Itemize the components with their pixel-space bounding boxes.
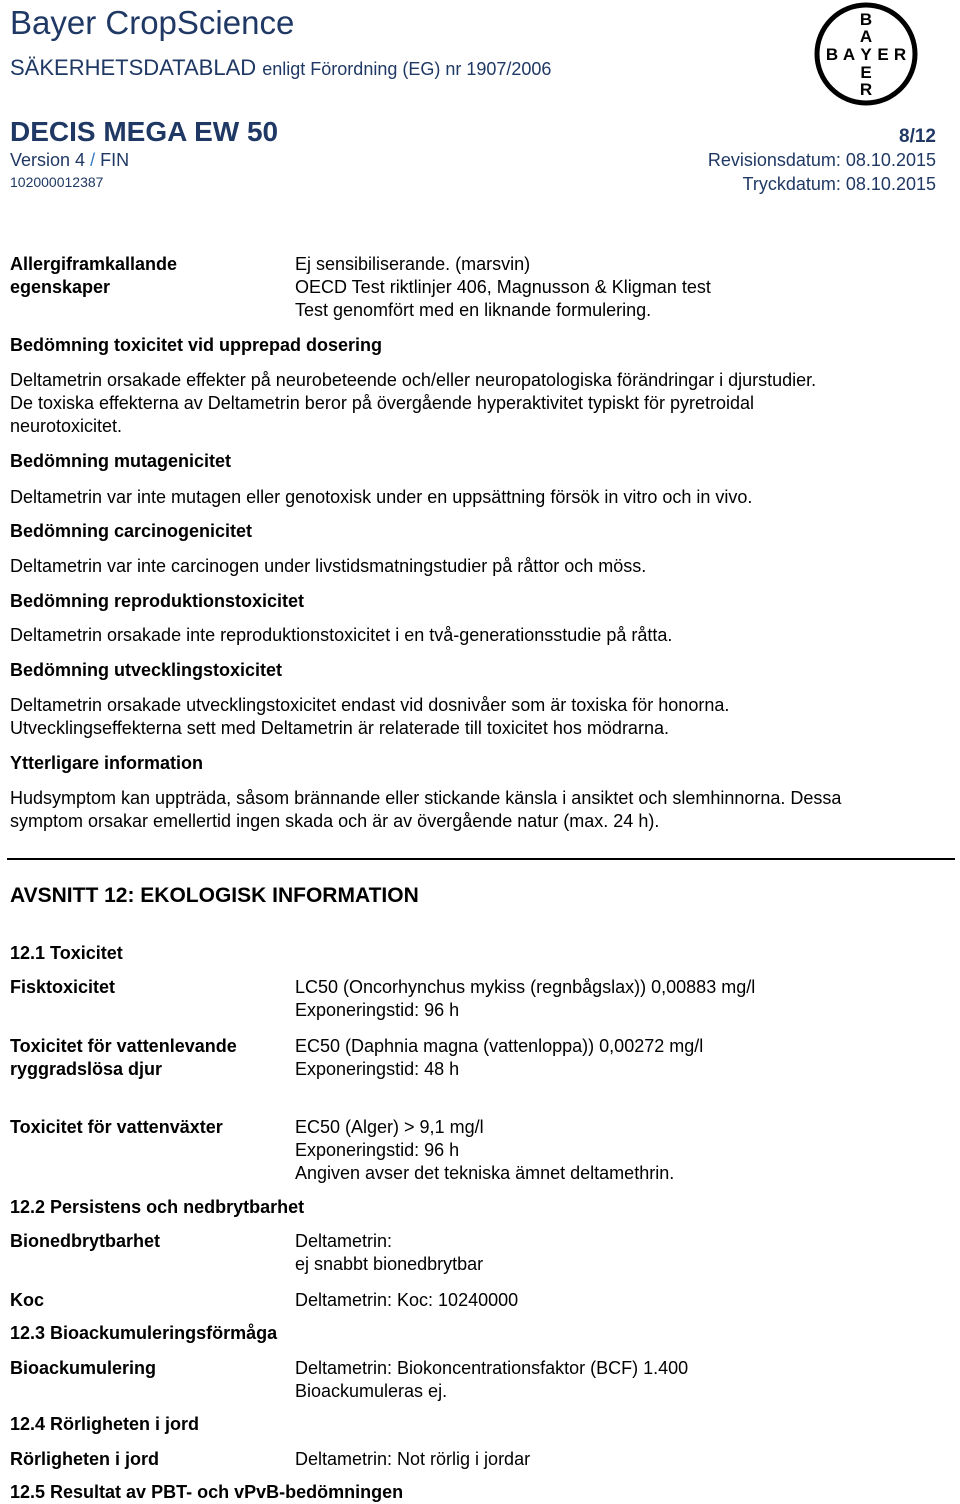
invertebrate-toxicity-line: EC50 (Daphnia magna (vattenloppa)) 0,00272 mg/l xyxy=(295,1036,704,1056)
plants-note-line: Angiven avser det tekniska ämnet deltamethrin. xyxy=(295,1163,675,1183)
bioaccumulation-line: Bioackumuleras ej. xyxy=(295,1381,448,1401)
sensitization-line: OECD Test riktlinjer 406, Magnusson & Kligman test xyxy=(295,277,711,297)
section-divider xyxy=(7,858,955,860)
plants-toxicity-line: EC50 (Alger) > 9,1 mg/l xyxy=(295,1117,484,1137)
carcinogenicity-heading: Bedömning carcinogenicitet xyxy=(10,521,253,541)
repeated-dose-line: De toxiska effekterna av Deltametrin beror på övergående hyperaktivitet typiskt för pyretroidal xyxy=(10,393,755,413)
page-number: 8/12 xyxy=(899,126,936,147)
invertebrate-label-line2: ryggradslösa djur xyxy=(10,1059,163,1079)
sensitization-label-line2: egenskaper xyxy=(10,277,111,297)
brand-name: Bayer CropScience xyxy=(10,4,295,41)
revision-date: Revisionsdatum: 08.10.2015 xyxy=(707,150,936,170)
reproductive-text: Deltametrin orsakade inte reproduktionstoxicitet i en två-generationsstudie på råtta. xyxy=(10,625,673,645)
version-number: Version 4 xyxy=(10,150,86,170)
repeated-dose-heading: Bedömning toxicitet vid upprepad dosering xyxy=(10,335,383,355)
mutagenicity-text: Deltametrin var inte mutagen eller genotoxisk under en uppsättning försök in vitro och in vivo. xyxy=(10,487,753,507)
logo-letter-r-bottom: R xyxy=(859,80,873,99)
bioaccumulation-label: Bioackumulering xyxy=(10,1358,157,1378)
logo-letter-r-right: R xyxy=(893,45,907,64)
logo-letter-e-bottom: E xyxy=(860,63,872,82)
logo-letter-b-top: B xyxy=(859,10,873,29)
section-12-title: AVSNITT 12: EKOLOGISK INFORMATION xyxy=(10,884,419,907)
invertebrate-toxicity-value xyxy=(295,1035,703,1081)
product-name: DECIS MEGA EW 50 xyxy=(10,116,279,147)
soil-mobility-value: Deltametrin: Not rörlig i jordar xyxy=(295,1449,531,1469)
sensitization-label xyxy=(10,253,177,299)
bayer-cross-logo-icon xyxy=(814,2,918,106)
biodegradability-line: ej snabbt bionedbrytbar xyxy=(295,1254,484,1274)
subsection-12-3-heading: 12.3 Bioackumuleringsförmåga xyxy=(10,1323,278,1343)
reproductive-heading: Bedömning reproduktionstoxicitet xyxy=(10,591,305,611)
print-date: Tryckdatum: 08.10.2015 xyxy=(742,174,936,194)
plants-toxicity-label: Toxicitet för vattenväxter xyxy=(10,1117,223,1137)
logo-letter-e-right: E xyxy=(877,45,889,64)
further-info-heading: Ytterligare information xyxy=(10,753,204,773)
developmental-line: Deltametrin orsakade utvecklingstoxicitet endast vid dosnivåer som är toxiska för honorna. xyxy=(10,695,730,715)
fish-toxicity-line: LC50 (Oncorhynchus mykiss (regnbågslax)) 0,00883 mg/l xyxy=(295,977,756,997)
doc-type: SÄKERHETSDATABLAD xyxy=(10,55,257,80)
biodegradability-line: Deltametrin: xyxy=(295,1231,393,1251)
developmental-line: Utvecklingseffekterna sett med Deltametrin är relaterade till toxicitet hos mödrarna. xyxy=(10,718,669,738)
subsection-12-2-heading: 12.2 Persistens och nedbrytbarhet xyxy=(10,1197,305,1217)
subsection-12-4-heading: 12.4 Rörligheten i jord xyxy=(10,1414,200,1434)
fish-toxicity-label: Fisktoxicitet xyxy=(10,977,116,997)
document-number: 102000012387 xyxy=(10,174,104,190)
further-info-line: symptom orsakar emellertid ingen skada och är av övergående natur (max. 24 h). xyxy=(10,811,660,831)
developmental-heading: Bedömning utvecklingstoxicitet xyxy=(10,660,283,680)
fish-toxicity-value xyxy=(295,976,755,1022)
invertebrate-exposure-line: Exponeringstid: 48 h xyxy=(295,1059,460,1079)
developmental-text xyxy=(10,694,940,740)
further-info-text xyxy=(10,787,940,833)
sensitization-value xyxy=(295,253,711,322)
logo-letter-b-left: B xyxy=(825,45,839,64)
plants-exposure-line: Exponeringstid: 96 h xyxy=(295,1140,460,1160)
document-subtitle xyxy=(10,55,551,81)
sensitization-line: Test genomfört med en liknande formulering. xyxy=(295,300,652,320)
repeated-dose-text xyxy=(10,369,940,438)
logo-letter-a-left: A xyxy=(842,45,856,64)
regulation: enligt Förordning (EG) nr 1907/2006 xyxy=(262,59,552,79)
invertebrate-label-line1: Toxicitet för vattenlevande xyxy=(10,1036,237,1056)
plants-toxicity-value xyxy=(295,1116,674,1185)
invertebrate-toxicity-label xyxy=(10,1035,237,1081)
version-info xyxy=(10,150,129,171)
repeated-dose-line: Deltametrin orsakade effekter på neurobeteende och/eller neuropatologiska förändringar i djurstudier. xyxy=(10,370,817,390)
mutagenicity-heading: Bedömning mutagenicitet xyxy=(10,451,232,471)
sensitization-label-line1: Allergiframkallande xyxy=(10,254,178,274)
further-info-line: Hudsymptom kan uppträda, såsom brännande eller stickande känsla i ansiktet och slemhinnorna. Dessa xyxy=(10,788,842,808)
fish-exposure-line: Exponeringstid: 96 h xyxy=(295,1000,460,1020)
bioaccumulation-line: Deltametrin: Biokoncentrationsfaktor (BCF) 1.400 xyxy=(295,1358,689,1378)
soil-mobility-label: Rörligheten i jord xyxy=(10,1449,160,1469)
logo-letter-y-center: Y xyxy=(860,45,872,64)
version-language: FIN xyxy=(100,150,130,170)
version-separator: / xyxy=(90,150,96,170)
biodegradability-value xyxy=(295,1230,483,1276)
carcinogenicity-text: Deltametrin var inte carcinogen under livstidsmatningstudier på råttor och möss. xyxy=(10,556,647,576)
sensitization-line: Ej sensibiliserande. (marsvin) xyxy=(295,254,531,274)
biodegradability-label: Bionedbrytbarhet xyxy=(10,1231,161,1251)
koc-label: Koc xyxy=(10,1290,45,1310)
logo-letter-a-top: A xyxy=(859,27,873,46)
koc-value: Deltametrin: Koc: 10240000 xyxy=(295,1290,519,1310)
repeated-dose-line: neurotoxicitet. xyxy=(10,416,123,436)
subsection-12-1-heading: 12.1 Toxicitet xyxy=(10,943,123,963)
subsection-12-5-heading: 12.5 Resultat av PBT- och vPvB-bedömningen xyxy=(10,1482,404,1502)
bioaccumulation-value xyxy=(295,1357,688,1403)
